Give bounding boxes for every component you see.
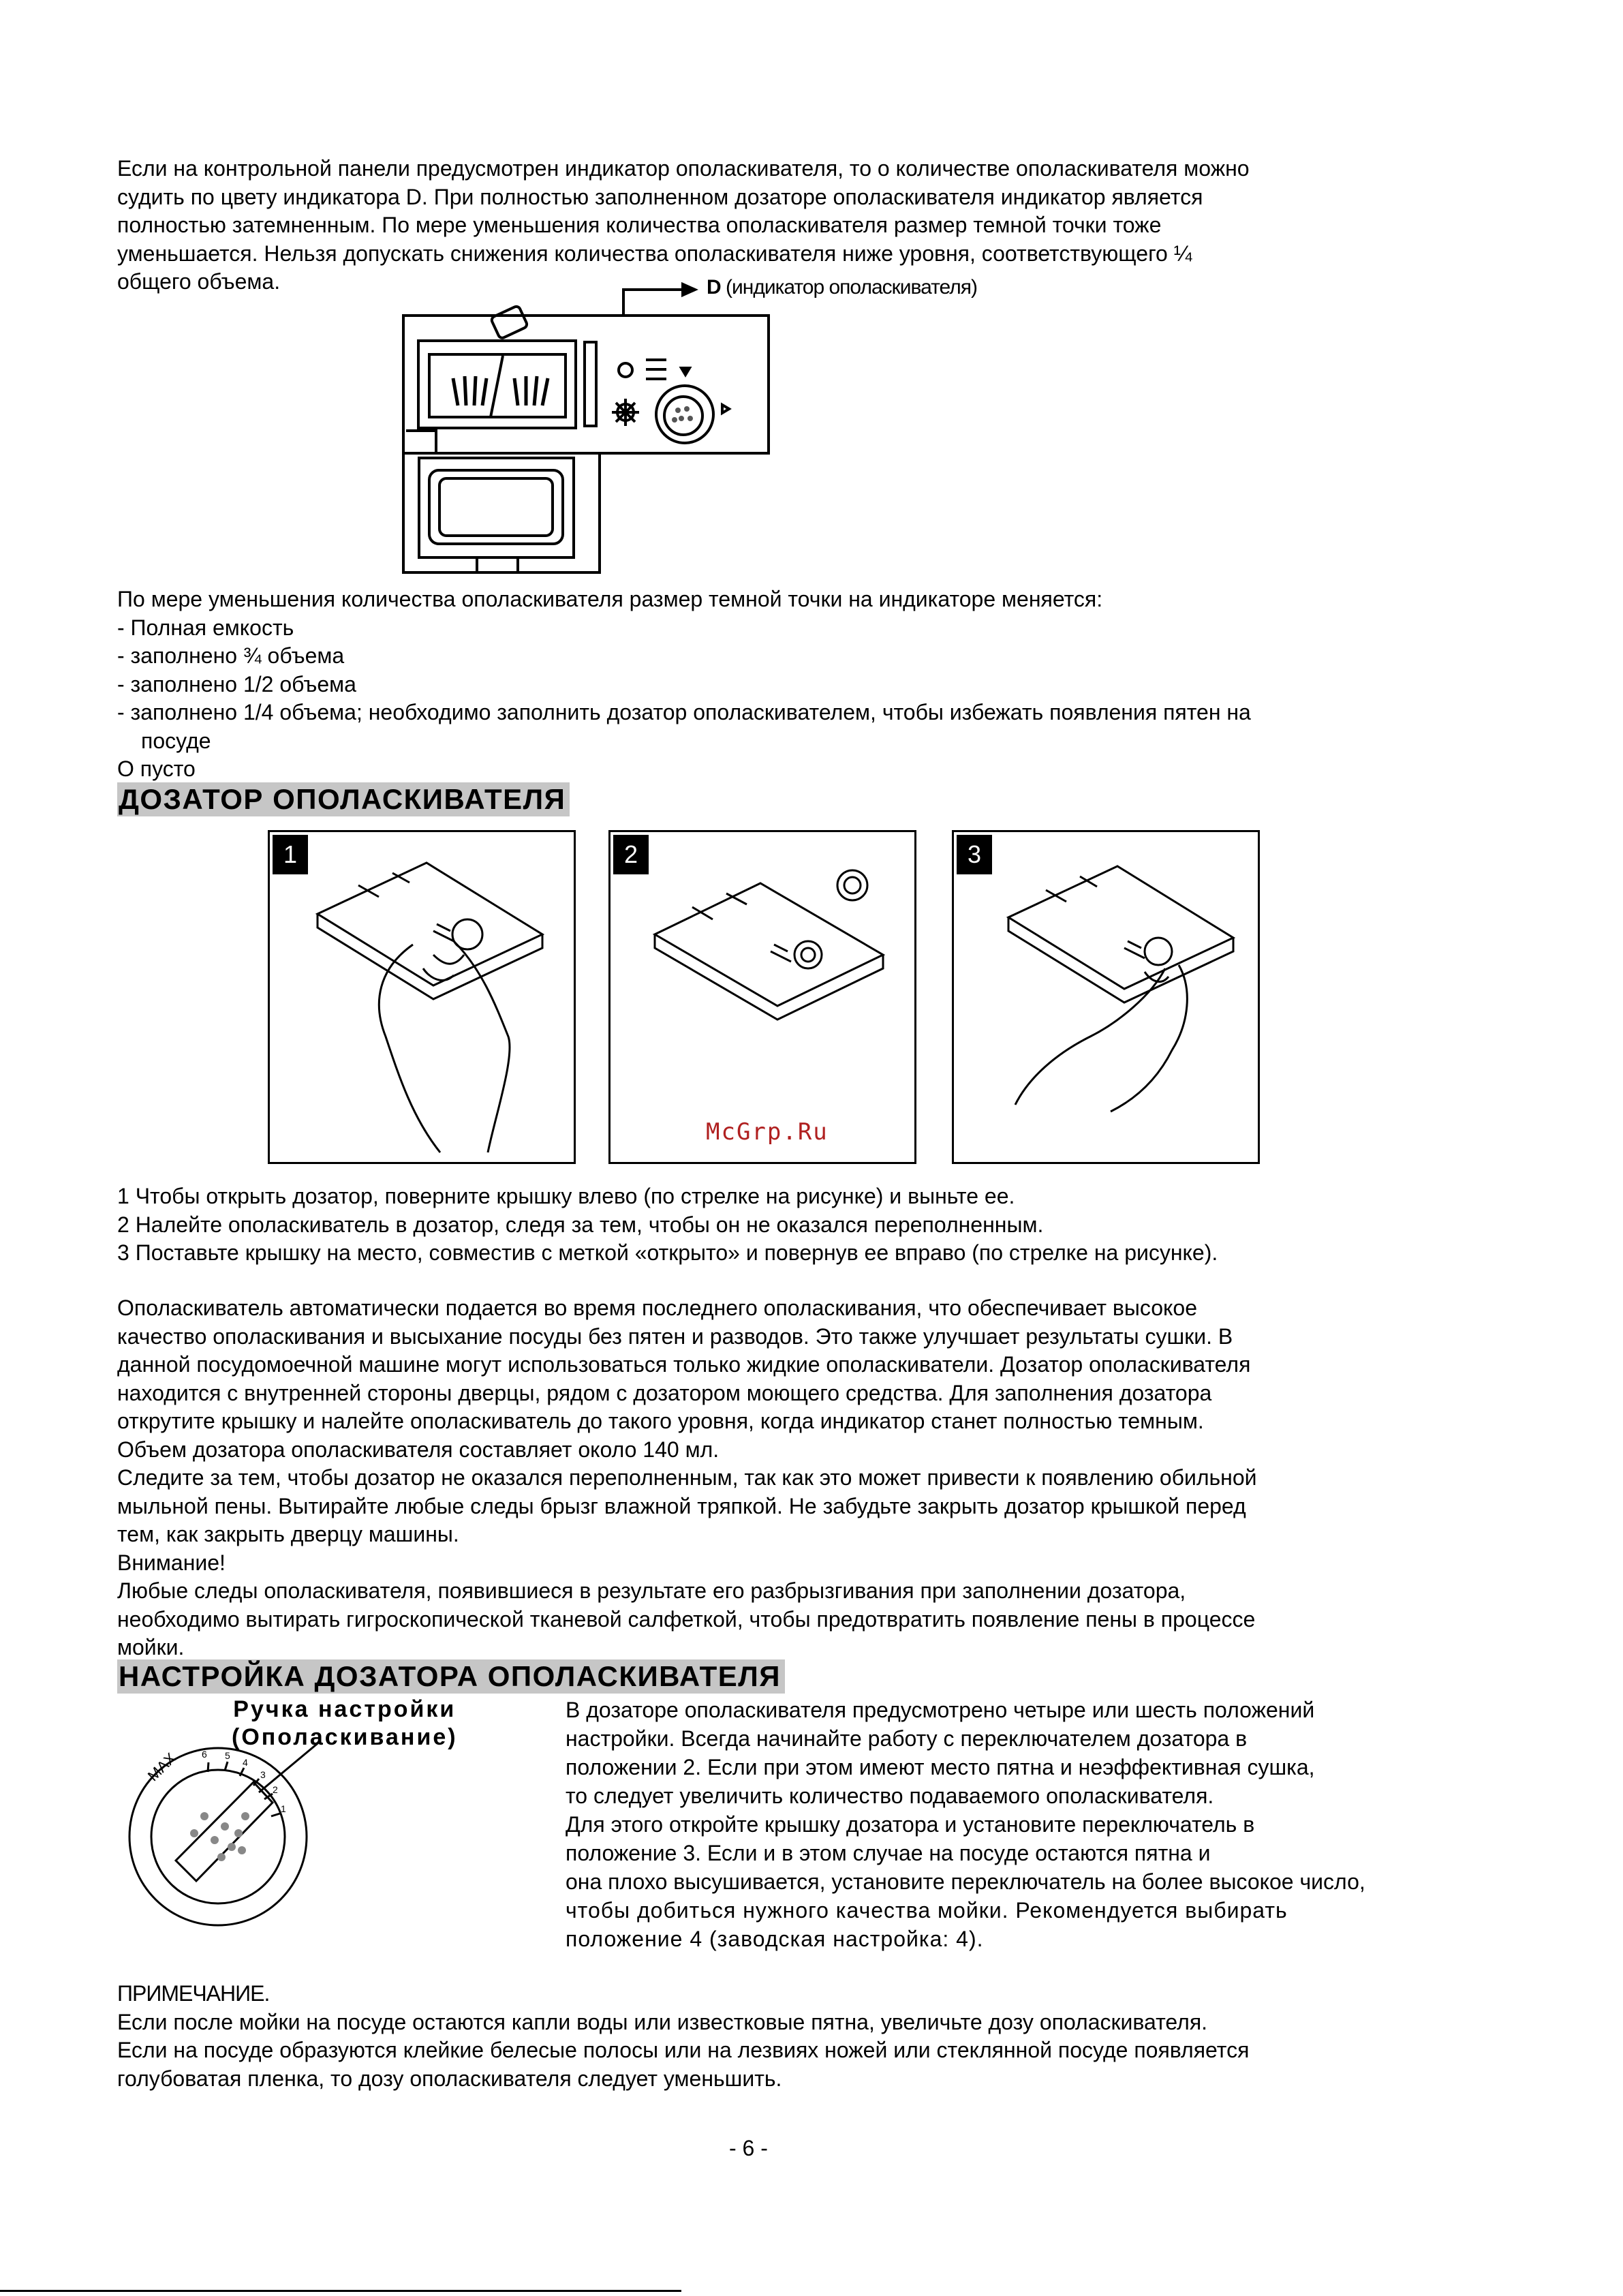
knob-scale-mark: 6 (202, 1749, 207, 1760)
setting-line: настройки. Всегда начинайте работу с переключателем дозатора в (566, 1726, 1248, 1751)
body-line: Ополаскиватель автоматически подается во время последнего ополаскивания, что обеспечивает высокое (117, 1296, 1197, 1320)
level-item: посуде (141, 728, 211, 753)
body-line: необходимо вытирать гигроскопической тканевой салфеткой, чтобы предотвратить появление пены в процессе (117, 1606, 1256, 1632)
level-item: - заполнено 1/4 объема; необходимо заполнить дозатор ополаскивателем, чтобы избежать появления пятен на (117, 700, 1251, 724)
section-heading-setting: НАСТРОЙКА ДОЗАТОРА ОПОЛАСКИВАТЕЛЯ (117, 1659, 785, 1694)
setting-line: чтобы добиться нужного качества мойки. Рекомендуется выбирать (566, 1898, 1288, 1923)
body-line: находится с внутренней стороны дверцы, рядом с дозатором моющего средства. Для заполнения дозатора (117, 1380, 1212, 1405)
step-number: 3 (957, 835, 992, 874)
knob-scale-mark: 1 (281, 1803, 286, 1814)
note-line: Если после мойки на посуде остаются капли воды или известковые пятна, увеличьте дозу ополаскивателя. (117, 2009, 1208, 2034)
body-line: мойки. (117, 1635, 185, 1659)
note-title: ПРИМЕЧАНИЕ. (117, 1981, 270, 2006)
indicator-letter: D (707, 276, 721, 299)
setting-line: то следует увеличить количество подаваемого ополаскивателя. (566, 1784, 1214, 1808)
note-line: голубоватая пленка, то дозу ополаскивателя следует уменьшить. (117, 2066, 782, 2091)
intro-line: полностью затемненным. По мере уменьшения количества ополаскивателя размер темной точки тоже (117, 213, 1162, 237)
knob-caption-line: Ручка настройки (233, 1696, 457, 1722)
bottom-rule (0, 2290, 681, 2292)
setting-line: положение 4 (заводская настройка: 4). (566, 1927, 984, 1951)
levels-intro: По мере уменьшения количества ополаскивателя размер темной точки на индикаторе меняется: (117, 587, 1103, 611)
level-item: - заполнено ¾ объема (117, 643, 345, 668)
body-line: качество ополаскивания и высыхание посуды без пятен и разводов. Это также улучшает результаты сушки. В (117, 1323, 1233, 1349)
body-line: Объем дозатора ополаскивателя составляет около 140 мл. (117, 1437, 720, 1462)
body-line: открутите крышку и налейте ополаскиватель до такого уровня, когда индикатор станет полностью темным. (117, 1409, 1204, 1433)
step-text: 3 Поставьте крышку на место, совместив с меткой «открыто» и повернув ее вправо (по стрелке на рисунке). (117, 1240, 1218, 1265)
level-item: - Полная емкость (117, 615, 294, 640)
body-line: Любые следы ополаскивателя, появившиеся в результате его разбрызгивания при заполнении дозатора, (117, 1578, 1186, 1603)
knob-scale-mark: 5 (225, 1750, 230, 1761)
page-number: - 6 - (729, 2136, 768, 2160)
step-number: 2 (613, 835, 649, 874)
knob-caption-line: (Ополаскивание) (232, 1724, 458, 1750)
step-number: 1 (273, 835, 308, 874)
knob-scale-mark: 2 (273, 1784, 278, 1795)
note-line: Если на посуде образуются клейкие белесые полосы или на лезвиях ножей или стеклянной посуде появляется (117, 2038, 1250, 2062)
body-line: мыльной пены. Вытирайте любые следы брызг влажной тряпкой. Не забудьте закрыть дозатор крышкой перед (117, 1493, 1246, 1518)
intro-line: уменьшается. Нельзя допускать снижения количества ополаскивателя ниже уровня, соответствующего ¼ (117, 241, 1192, 266)
step-text: 2 Налейте ополаскиватель в дозатор, следя за тем, чтобы он не оказался переполненным. (117, 1212, 1044, 1237)
note-paragraph (117, 1980, 1412, 2093)
section-heading-dispenser: ДОЗАТОР ОПОЛАСКИВАТЕЛЯ (117, 782, 570, 816)
knob-scale-mark: 4 (243, 1757, 248, 1768)
setting-line: положении 2. Если при этом имеют место пятна и неэффективная сушка, (566, 1755, 1315, 1779)
watermark: McGrp.Ru (706, 1118, 829, 1146)
intro-line: Если на контрольной панели предусмотрен индикатор ополаскивателя, то о количестве ополаскивателя можно (117, 156, 1250, 181)
step-text: 1 Чтобы открыть дозатор, поверните крышку влево (по стрелке на рисунке) и выньте ее. (117, 1184, 1015, 1208)
knob-scale-mark: 3 (260, 1769, 266, 1780)
intro-line: общего объема. (117, 269, 281, 294)
setting-paragraph (566, 1696, 1519, 1953)
body-line: Внимание! (117, 1550, 226, 1575)
setting-line: Для этого откройте крышку дозатора и установите переключатель в (566, 1812, 1255, 1837)
body-line: Следите за тем, чтобы дозатор не оказался переполненным, так как это может привести к появлению обильной (117, 1465, 1257, 1490)
body-line: тем, как закрыть дверцу машины. (117, 1522, 459, 1546)
level-item: О пусто (117, 756, 196, 781)
setting-line: она плохо высушивается, установите переключатель на более высокое число, (566, 1869, 1365, 1894)
setting-line: положение 3. Если и в этом случае на посуде остаются пятна и (566, 1841, 1211, 1865)
indicator-caption: (индикатор ополаскивателя) (720, 276, 977, 299)
intro-line: судить по цвету индикатора D. При полностью заполненном дозаторе ополаскивателя индикатор является (117, 184, 1203, 209)
setting-line: В дозаторе ополаскивателя предусмотрено четыре или шесть положений (566, 1698, 1315, 1722)
body-line: данной посудомоечной машине могут использоваться только жидкие ополаскиватели. Дозатор ополаскивателя (117, 1352, 1251, 1377)
knob-max-label: MAX (144, 1749, 180, 1785)
level-item: - заполнено 1/2 объема (117, 671, 356, 697)
